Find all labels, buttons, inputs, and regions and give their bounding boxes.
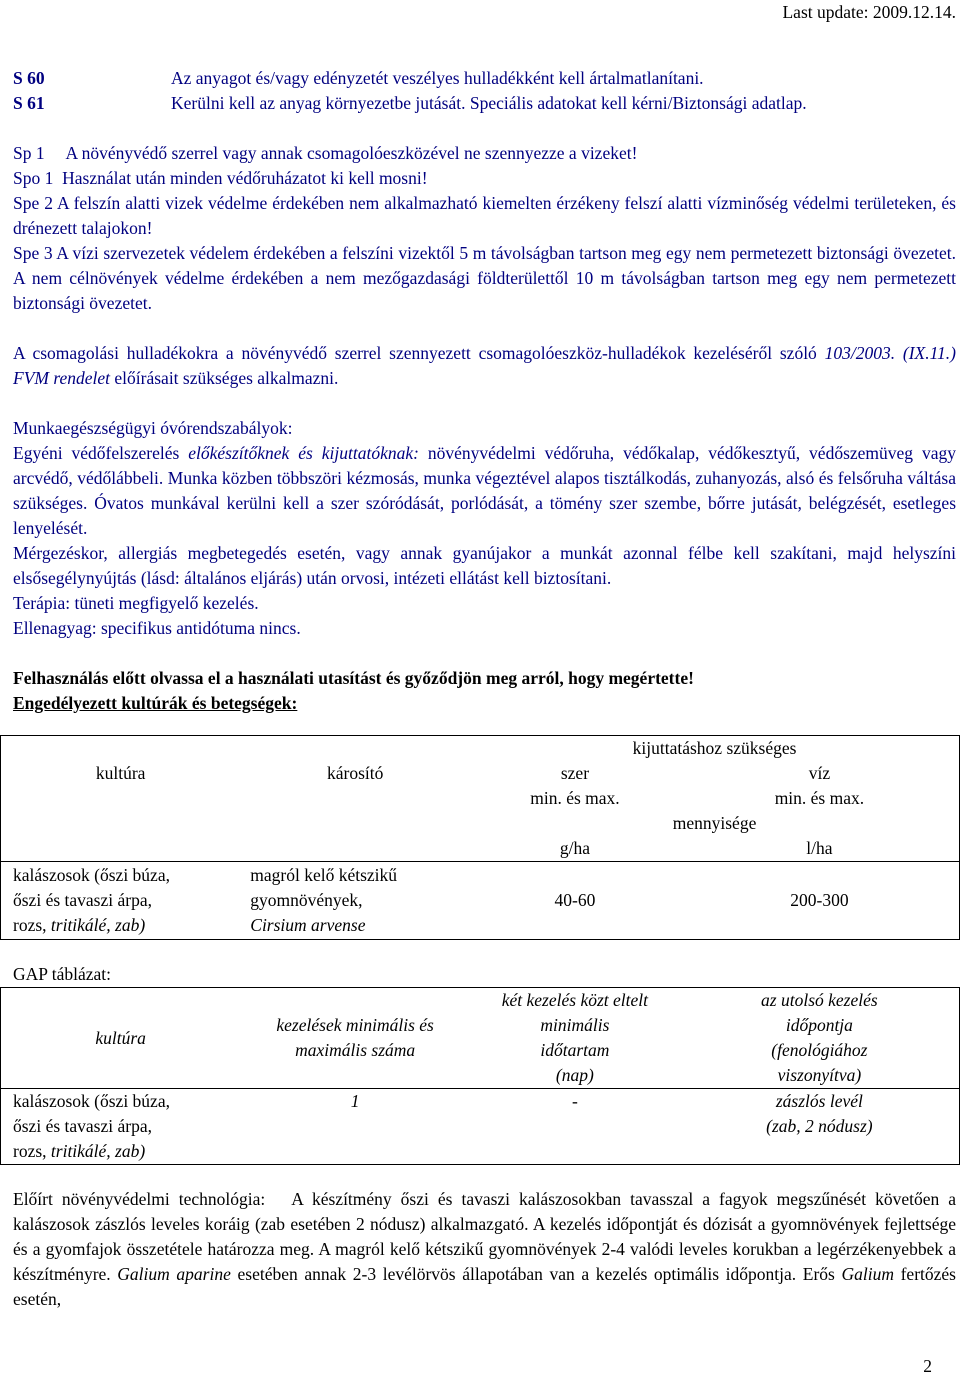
therapy-text: : tüneti megfigyelő kezelés. xyxy=(65,593,259,613)
crops-header-spacer xyxy=(240,836,470,862)
crops-heading: Engedélyezett kultúrák és betegségek: xyxy=(13,693,298,713)
technology-paragraph xyxy=(13,1187,960,1312)
technology-text-b: esetében annak 2-3 levélörvös állapotában van a kezelés optimális időpontja. Erős xyxy=(230,1264,842,1284)
s-phrase-text: Az anyagot és/vagy edényzetét veszélyes hulladékként kell ártalmatlanítani. xyxy=(171,68,704,88)
gap-header-interval xyxy=(470,988,680,1089)
crop-line xyxy=(13,913,240,938)
technology-text-a: Előírt növényvédelmi technológia: A készítmény őszi és tavaszi kalászosokban tavasszal a fagyok megszűnését követően a kalászosok zászlós leveles koráig (zab esetében 2 nódusz) alkalmazgató. A kezelés időpontját és dózisát a gyomnövények fejlettsége és a gyomfajok összetétele határozza meg. A magról kelő kétszikű gyomnövények 2-4 valódi leveles korukban a legérzékenyebbek a készítményre. xyxy=(13,1189,960,1284)
antidote-text: : specifikus antidótuma nincs. xyxy=(91,618,301,638)
spe3-text: A vízi szervezetek védelem érdekében a felszíni vizektől 5 m távolságban tartson meg egy nem permetezett biztonsági övezetet. A nem célnövények védelme érdekében a nem mezőgazdasági földterülettől 10 m távolságban tartson meg egy nem permetezett biztonsági övezetet. xyxy=(13,243,957,313)
crops-header-needed: kijuttatáshoz szükséges xyxy=(470,736,959,762)
health-heading: Munkaegészségügyi óvórendszabályok: xyxy=(13,418,293,438)
gap-value-line: zászlós levél xyxy=(775,1091,863,1111)
health-paragraph-1 xyxy=(13,441,956,541)
s-phrase-row xyxy=(13,91,958,116)
crop-rozs: rozs, xyxy=(13,1141,51,1161)
crops-header-minmax: min. és max. xyxy=(530,788,620,808)
crops-cell-karosito xyxy=(240,862,470,940)
usage-warning: Felhasználás előtt olvassa el a használati utasítást és győződjön meg arról, hogy megértette! xyxy=(13,668,694,688)
technology-galium-aparine: Galium aparine xyxy=(117,1264,231,1284)
crop-tritikale: tritikálé, zab) xyxy=(50,915,146,935)
gap-header-line: (fenológiához xyxy=(771,1040,868,1060)
gap-header-line: időtartam xyxy=(540,1040,610,1060)
spo1-phrase xyxy=(13,166,956,191)
gap-header-kezelesek xyxy=(240,988,470,1089)
spo1-code: Spo 1 xyxy=(13,168,54,188)
packaging-text-b: előírásait szükséges alkalmazni. xyxy=(110,368,339,388)
crop-line xyxy=(13,1139,240,1164)
crops-cell-szer: 40-60 xyxy=(470,862,680,940)
spe3-phrase xyxy=(13,241,956,316)
crops-header-viz: víz xyxy=(680,761,960,786)
crops-header-szer: szer xyxy=(560,763,590,783)
page-number: 2 xyxy=(923,1356,932,1376)
packaging-decree: 103/2003. (IX.11.) FVM rendelet xyxy=(13,343,956,388)
technology-text-c: fertőzés esetén, xyxy=(13,1264,960,1309)
gap-header-line: viszonyítva) xyxy=(777,1065,862,1085)
pest-line: magról kelő kétszikű xyxy=(250,865,398,885)
crop-rozs: rozs, xyxy=(13,915,51,935)
ppe-text-italic: előkészítőknek és kijuttatóknak: xyxy=(188,443,419,463)
gap-title: GAP táblázat: xyxy=(13,964,112,984)
crop-line: kalászosok (őszi búza, xyxy=(13,1091,170,1111)
crops-table xyxy=(0,735,960,940)
crops-header-kultura: kultúra xyxy=(1,736,241,812)
pest-line: Cirsium arvense xyxy=(250,915,366,935)
spe3-code: Spe 3 xyxy=(13,243,53,263)
spe2-phrase xyxy=(13,191,956,241)
crops-header-spacer xyxy=(240,811,470,836)
ppe-text-a: Egyéni védőfelszerelés xyxy=(13,443,189,463)
crops-header-spacer xyxy=(1,811,241,836)
packaging-paragraph xyxy=(13,341,956,391)
gap-header-last-treatment xyxy=(680,988,960,1089)
sp1-text: A növényvédő szerrel vagy annak csomagolóeszközével ne szennyezze a vizeket! xyxy=(65,143,638,163)
sp1-code: Sp 1 xyxy=(13,143,45,163)
gap-table xyxy=(0,987,960,1165)
crops-cell-viz: 200-300 xyxy=(680,862,960,940)
gap-header-line: az utolsó kezelés xyxy=(761,990,878,1010)
antidote-line xyxy=(13,616,956,641)
s-phrase-text: Kerülni kell az anyag környezetbe jutását. Speciális adatokat kell kérni/Biztonsági adatlap. xyxy=(171,93,807,113)
gap-cell-interval: - xyxy=(470,1089,680,1165)
crops-header-unit: g/ha xyxy=(559,838,591,858)
gap-header-line: időpontja xyxy=(785,1015,853,1035)
s-phrase-code: S 60 xyxy=(13,68,45,88)
crops-header-karosito: károsító xyxy=(240,736,470,812)
last-update: Last update: 2009.12.14. xyxy=(782,2,956,22)
sp1-phrase xyxy=(13,141,956,166)
s-phrase-row xyxy=(13,66,958,91)
health-paragraph-2: Mérgezéskor, allergiás megbetegedés esetén, vagy annak gyanújakor a munkát azonnal félbe kell szakítani, majd helyszíni elsősegélynyújtás (lásd: általános eljárás) után orvosi, intézeti ellátást kell biztosítani. xyxy=(13,543,956,588)
crop-line: kalászosok (őszi búza, xyxy=(13,865,170,885)
crops-header-spacer xyxy=(1,836,241,862)
gap-header-line: (nap) xyxy=(555,1065,594,1085)
crop-line: őszi és tavaszi árpa, xyxy=(13,890,152,910)
antidote-label: Ellenagyag xyxy=(13,618,92,638)
gap-value-line: (zab, 2 nódusz) xyxy=(766,1116,873,1136)
gap-cell-count: 1 xyxy=(240,1089,470,1165)
crop-tritikale: tritikálé, zab) xyxy=(50,1141,146,1161)
therapy-line xyxy=(13,591,956,616)
s-phrase-code: S 61 xyxy=(13,93,45,113)
crops-header-minmax: min. és max. xyxy=(680,786,960,811)
ppe-text-b: növényvédelmi védőruha, védőkalap, védőkesztyű, védőszemüveg vagy arcvédő, védőlábbeli. Munka közben többszöri kézmosás, munka végeztével alapos tisztálkodás, zuhanyozás, alsó és felsőruha váltása szükséges. Óvatos munkával kerülni kell a szer szóródását, porlódását, a tömény szer szembe, bőrre jutását, belégzését, esetleges lenyelését. xyxy=(13,443,956,538)
gap-header-kultura: kultúra xyxy=(1,988,241,1089)
spe2-text: A felszín alatti vizek védelme érdekében nem alkalmazható kiemelten érzékeny felszí alatti vízminőség védelmi területeken, és drénezett talajokon! xyxy=(13,193,956,238)
crops-cell-kultura xyxy=(1,862,241,940)
gap-header-line: maximális száma xyxy=(295,1040,416,1060)
crops-header-unit: l/ha xyxy=(680,836,960,862)
gap-cell-kultura xyxy=(1,1089,241,1165)
spo1-text: Használat után minden védőruházatot ki kell mosni! xyxy=(62,168,428,188)
s-phrases xyxy=(13,66,958,116)
therapy-label: Terápia xyxy=(13,593,66,613)
packaging-text-a: A csomagolási hulladékokra a növényvédő szerrel szennyezett csomagolóeszköz-hulladékok kezeléséről szóló xyxy=(13,343,825,363)
pest-line: gyomnövények, xyxy=(250,890,363,910)
crop-line: őszi és tavaszi árpa, xyxy=(13,1116,152,1136)
gap-header-line: minimális xyxy=(540,1015,610,1035)
crops-header-mennyiseg: mennyisége xyxy=(470,811,959,836)
technology-galium: Galium xyxy=(841,1264,894,1284)
gap-header-line: kezelések minimális és xyxy=(276,1015,434,1035)
gap-header-line: két kezelés közt eltelt xyxy=(501,990,648,1010)
spe2-code: Spe 2 xyxy=(13,193,53,213)
gap-cell-last-treatment xyxy=(680,1089,960,1165)
